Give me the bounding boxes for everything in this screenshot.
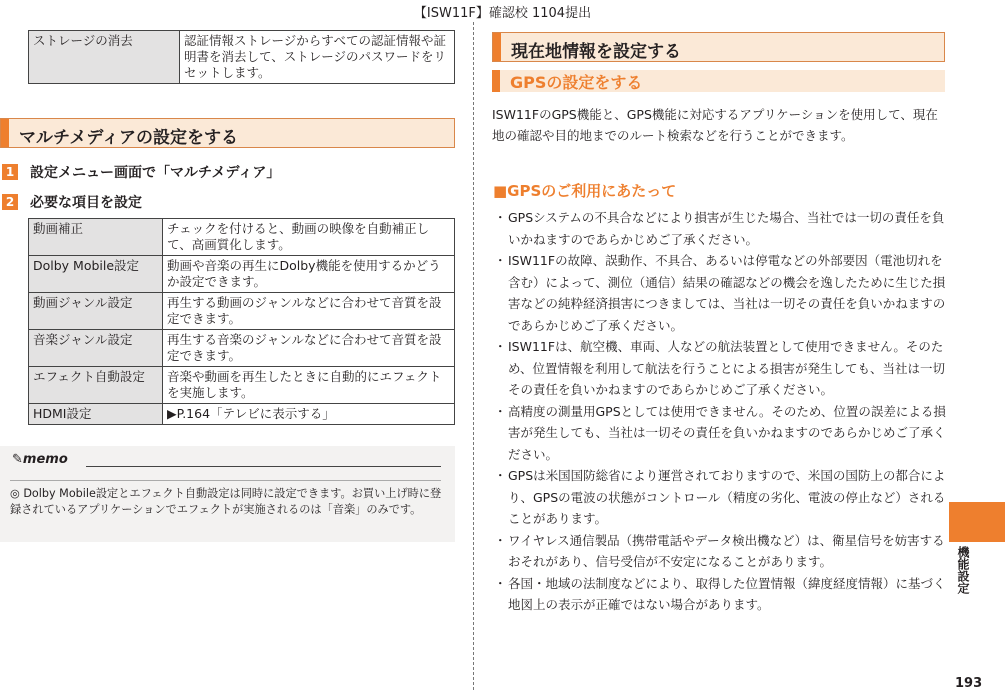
section-heading-multimedia <box>0 118 455 148</box>
table-key: HDMI設定 <box>29 404 163 425</box>
gps-notes-list <box>494 207 946 616</box>
table-row <box>29 293 455 330</box>
table-row <box>29 367 455 404</box>
list-item-text: ISW11Fは、航空機、車両、人などの航法装置として使用できません。そのため、位置情報を利用して航法を行うことによる損害が発生しても、当社は一切その責任を負いかねますのであらかじめご了承ください。 <box>508 339 946 397</box>
list-item <box>494 336 946 401</box>
table-value[interactable]: ▶P.164「テレビに表示する」 <box>163 404 455 425</box>
table-key: 動画補正 <box>29 219 163 256</box>
list-item-text: GPSシステムの不具合などにより損害が生じた場合、当社では一切の責任を負いかねますのであらかじめご了承ください。 <box>508 210 945 247</box>
list-item-text: 各国・地域の法制度などにより、取得した位置情報（緯度経度情報）に基づく地図上の表示が正確ではない場合があります。 <box>508 575 946 612</box>
subsection-heading-gps <box>492 70 945 92</box>
list-item <box>494 530 946 573</box>
page-header: 【ISW11F】確認校 1104提出 <box>413 6 592 21</box>
memo-box <box>0 446 455 542</box>
table-value: 再生する動画のジャンルなどに合わせて音質を設定できます。 <box>163 293 455 330</box>
pencil-icon: ✎ <box>12 452 23 467</box>
chapter-tab <box>949 502 1005 542</box>
list-item <box>494 250 946 336</box>
step-2 <box>2 192 142 212</box>
subsection-accent-bar <box>492 70 500 92</box>
list-item <box>494 401 946 466</box>
memo-label-text: memo <box>22 452 68 467</box>
table-key: Dolby Mobile設定 <box>29 256 163 293</box>
storage-table <box>28 30 455 84</box>
table-row <box>29 404 455 425</box>
table-value: 音楽や動画を再生したときに自動的にエフェクトを実施します。 <box>163 367 455 404</box>
list-item-text: ワイヤレス通信製品（携帯電話やデータ検出機など）は、衛星信号を妨害するおそれがあり、信号受信が不安定になることがあります。 <box>508 532 945 569</box>
gps-notes-heading: ■GPSのご利用にあたって <box>493 182 677 200</box>
list-item-text: GPSは米国国防総省により運営されておりますので、米国の国防上の都合により、GPSの電波の状態がコントロール（精度の劣化、電波の停止など）されることがあります。 <box>508 468 946 526</box>
table-value: チェックを付けると、動画の映像を自動補正して、高画質化します。 <box>163 219 455 256</box>
step-1 <box>2 162 280 182</box>
memo-rule <box>86 466 441 467</box>
subsection-title: GPSの設定をする <box>510 73 643 92</box>
bullet-mark: ・ <box>494 253 507 268</box>
table-value: 認証情報ストレージからすべての認証情報や証明書を消去して、ストレージのパスワードをリセットします。 <box>180 31 455 84</box>
table-key: 音楽ジャンル設定 <box>29 330 163 367</box>
table-row <box>29 330 455 367</box>
bullet-mark: ・ <box>494 575 507 591</box>
multimedia-settings-table <box>28 218 455 425</box>
section-accent-bar <box>1 119 9 147</box>
step-text: 設定メニュー画面で「マルチメディア」 <box>30 165 281 181</box>
list-item <box>494 207 946 250</box>
memo-text: ◎ Dolby Mobile設定とエフェクト自動設定は同時に設定できます。お買い上げ時に登録されているアプリケーションでエフェクトが実施されるのは「音楽」のみです。 <box>10 487 442 516</box>
bullet-mark: ・ <box>494 532 507 548</box>
step-number: 2 <box>2 194 18 210</box>
column-divider <box>473 22 474 690</box>
step-text: 必要な項目を設定 <box>30 195 142 211</box>
bullet-mark: ・ <box>494 468 507 483</box>
section-heading-location <box>492 32 945 62</box>
table-value: 再生する音楽のジャンルなどに合わせて音質を設定できます。 <box>163 330 455 367</box>
section-title: 現在地情報を設定する <box>511 42 681 62</box>
table-key: 動画ジャンル設定 <box>29 293 163 330</box>
gps-intro: ISW11FのGPS機能と、GPS機能に対応するアプリケーションを使用して、現在地の確認や目的地までのルート検索などを行うことができます。 <box>492 107 938 143</box>
section-accent-bar <box>493 33 501 61</box>
table-row <box>29 256 455 293</box>
bullet-mark: ・ <box>494 403 507 419</box>
list-item-text: ISW11Fの故障、誤動作、不具合、あるいは停電などの外部要因（電池切れを含む）によって、測位（通信）結果の確認などの機会を逸したために生じた損害などの純粋経済損害につきましては、当社は一切その責任を負いかねますのであらかじめご了承ください。 <box>508 253 946 333</box>
memo-label <box>12 452 68 467</box>
bullet-mark: ・ <box>494 210 507 225</box>
table-key: エフェクト自動設定 <box>29 367 163 404</box>
page-number: 193 <box>955 676 983 691</box>
list-item <box>494 465 946 530</box>
table-row <box>29 31 455 84</box>
table-value: 動画や音楽の再生にDolby機能を使用するかどうか設定できます。 <box>163 256 455 293</box>
list-item-text: 高精度の測量用GPSとしては使用できません。そのため、位置の誤差による損害が発生しても、当社は一切その責任を負いかねますのであらかじめご了承ください。 <box>508 403 946 462</box>
step-number: 1 <box>2 164 18 180</box>
table-key: ストレージの消去 <box>29 31 180 84</box>
section-title: マルチメディアの設定をする <box>19 128 238 148</box>
memo-rule <box>10 480 441 481</box>
bullet-mark: ・ <box>494 339 507 354</box>
table-row <box>29 219 455 256</box>
list-item <box>494 573 946 616</box>
chapter-tab-label: 機能設定 <box>956 546 970 594</box>
